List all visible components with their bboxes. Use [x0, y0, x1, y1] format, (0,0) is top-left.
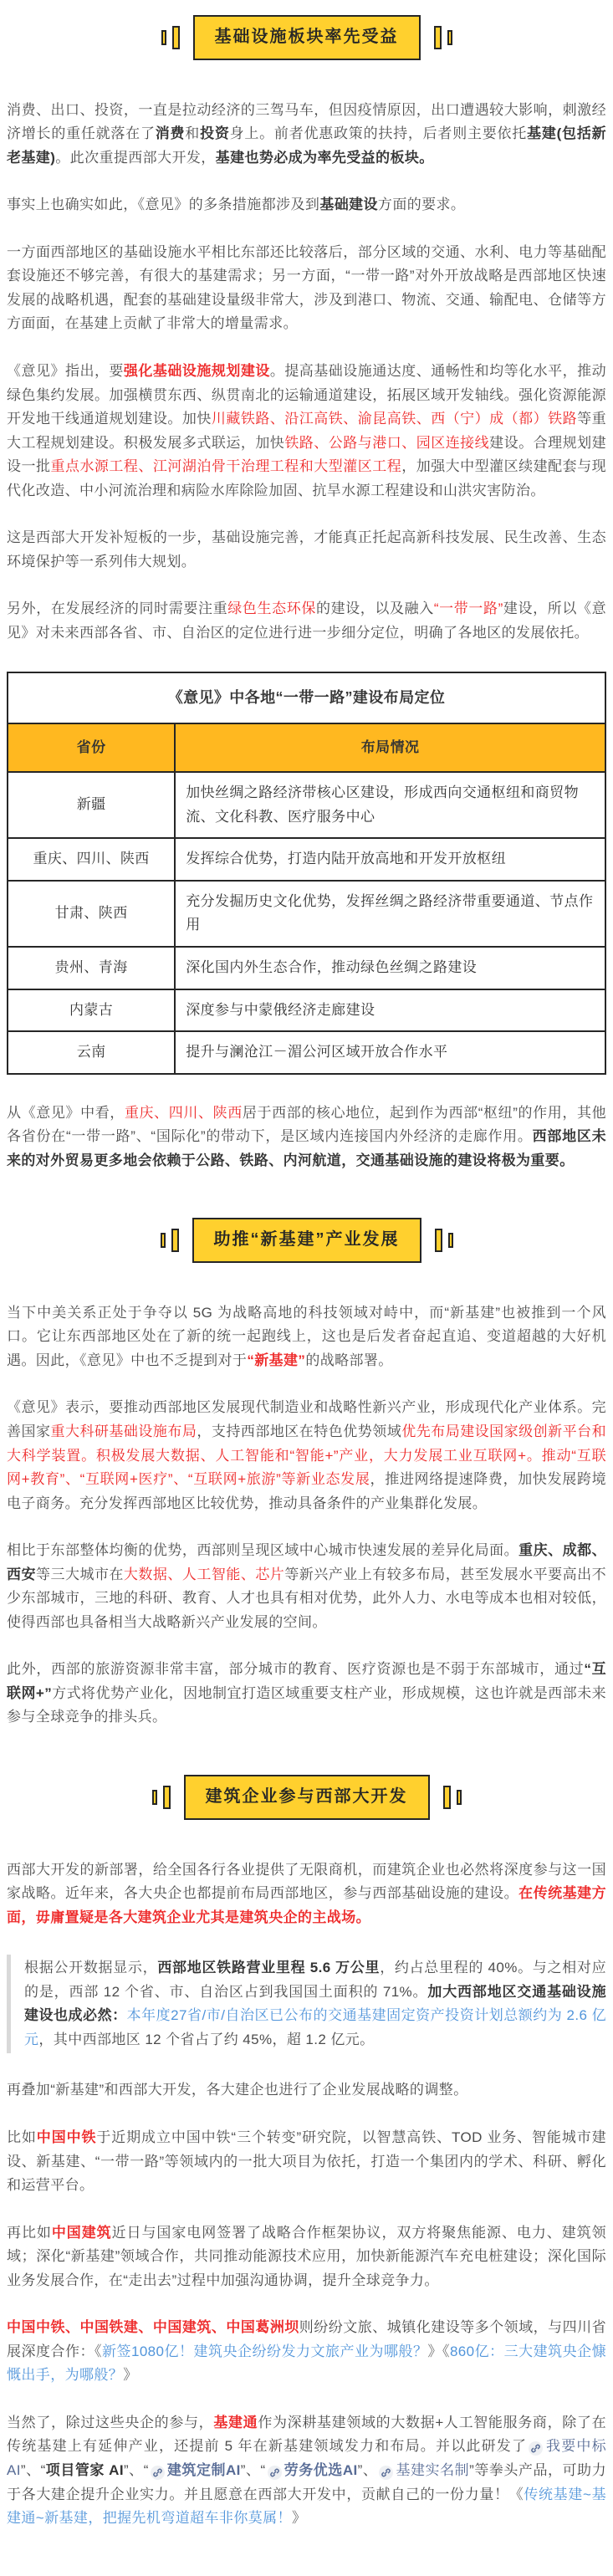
run-text: 》	[291, 2510, 307, 2527]
badge-decoration-bar	[457, 1790, 462, 1805]
run-text: 当下中美关系正处于争夺以 5G 为战略高地的科技领域对峙中，而“新基建”也被推到一个风口。它让东西部地区处在了新的统一起跑线上，这也是后发者奋起直追、变道超越的大好机遇。因此，《意见》中也不乏提到对于	[7, 1304, 606, 1368]
run-text: 此外，西部的旅游资源非常丰富，部分城市的教育、医疗资源也是不弱于东部城市，通过	[7, 1661, 585, 1678]
table-header-cell: 布局情况	[175, 723, 605, 773]
run-text: ”、	[357, 2462, 378, 2479]
text-run	[316, 601, 434, 616]
text-run	[123, 2367, 137, 2383]
run-text: 新签1080亿！建筑央企纷纷发力文旅产业为哪般？	[101, 2343, 428, 2359]
run-text: 基建也势必成为率先受益的板块。	[215, 149, 434, 166]
section-heading-label: 助推“新基建”产业发展	[192, 1218, 421, 1263]
paragraph	[7, 1301, 606, 1373]
paragraph	[7, 1658, 606, 1730]
run-text: 建设。合理规划建设一批	[7, 434, 606, 475]
province-cell: 新疆	[8, 772, 175, 838]
run-text: 方面的要求。	[377, 197, 466, 213]
text-run	[427, 2343, 450, 2359]
run-text: 等三大城市在	[35, 1566, 124, 1582]
run-text: 我要中标AI	[7, 2438, 606, 2479]
red-emphasis	[52, 2225, 112, 2241]
text-run	[7, 529, 606, 570]
article-link[interactable]	[102, 2343, 427, 2359]
run-text: 中国中铁、中国铁建、中国建筑、中国葛洲坝	[7, 2319, 299, 2336]
run-text: 近日与国家电网签署了战略合作框架协议，双方将聚焦能源、电力、建筑领域；深化“新基建”领域合作，共同推动能源技术应用，加快新能源汽车充电桩建设；深化国际业务发展合作，在“走出去”过程中加强沟通协调，提升全球竞争力。	[7, 2224, 607, 2288]
text-run	[378, 197, 465, 212]
run-text: 基础建设	[319, 197, 378, 213]
run-text: 居于西部的核心地位，起到作为西部“枢纽”的作用，其他各省份在“一带一路”、“国际化”的带动下，是区域内连接国内外经济的走廊作用。	[7, 1104, 606, 1145]
layout-cell: 深度参与中蒙俄经济走廊建设	[175, 989, 605, 1032]
text-run	[7, 1105, 125, 1121]
run-text: 重庆、成都、西安	[7, 1542, 607, 1582]
weapp-link[interactable]	[266, 2462, 358, 2478]
run-text: 消费、出口、投资，一直是拉动经济的三驾马车，但因疫情原因，出口遭遇较大影响，刺激经济增长的重任就落在了	[7, 101, 606, 142]
run-text: 再比如	[7, 2224, 52, 2241]
text-run	[7, 1685, 606, 1725]
run-text: ，推进网络提速降费，加快发展跨境电子商务。充分发挥西部地区比较优势，推动具备条件的产业集群化发展。	[7, 1471, 606, 1511]
text-run	[7, 197, 319, 212]
red-emphasis	[37, 2129, 97, 2145]
table-row	[8, 947, 605, 989]
run-text: 这是西部大开发补短板的一步，基础设施完善，才能真正托起高新科技发展、民生改善、生态环境保护等一系列伟大规划。	[7, 529, 606, 570]
run-text: ，加强大中型灌区续建配套与现代化改造、中小河流治理和病险水库除险加固、抗旱水源工程建设和山洪灾害防治。	[7, 458, 606, 498]
badge-decoration-bar	[161, 30, 166, 45]
run-text: 于近期成立中国中铁“三个转变”研究院，以智慧高铁、TOD 业务、智能城市建设、新基建、“一带一路”等领域内的一批大项目为依托，打造一个集团内的学术、科研、孵化和运营平台。	[7, 2129, 607, 2194]
badge-decoration-bar	[435, 1229, 442, 1252]
run-text: 再叠加“新基建”和西部大开发，各大建企也进行了企业发展战略的调整。	[7, 2082, 468, 2098]
run-text: 比如	[7, 2129, 37, 2145]
run-text: 大数据、人工智能、芯片	[123, 1566, 285, 1582]
paragraph	[7, 1101, 606, 1173]
red-emphasis	[434, 601, 503, 616]
table-title: 《意见》中各地“一带一路”建设布局定位	[8, 672, 605, 723]
badge-decoration-bar	[443, 1786, 451, 1809]
table-header-row	[8, 723, 605, 773]
run-text: 项目管家 AI	[45, 2462, 124, 2479]
run-text: 西部地区铁路营业里程 5.6 万公里	[157, 1960, 381, 1976]
bold-text	[216, 150, 434, 166]
table-row	[8, 989, 605, 1032]
run-text: ”、“	[123, 2462, 149, 2479]
text-run	[24, 1960, 157, 1975]
layout-cell: 充分发掘历史文化优势，发挥丝绸之路经济带重要通道、节点作用	[175, 881, 605, 947]
run-text: 劳务优选AI	[284, 2462, 358, 2479]
table-row	[8, 881, 605, 947]
province-cell: 贵州、青海	[8, 947, 175, 989]
badge-decoration-bar	[152, 1790, 157, 1805]
bold-text	[200, 125, 230, 141]
text-run	[292, 2510, 306, 2526]
layout-cell: 提升与澜沧江－湄公河区域开放合作水平	[175, 1031, 605, 1074]
text-run	[305, 1352, 392, 1368]
link-icon	[151, 2466, 165, 2480]
run-text: 。提高基础设施通达度、通畅性和均等化水平，推动绿色集约发展。加强横贯东西、纵贯南北的运输通道建设，拓展区域开发轴线。强化资源能源开发地干线通道规划建设。加快	[7, 362, 607, 427]
run-text: 等重大工程规划建设。积极发展多式联运，加快	[7, 411, 606, 451]
run-text: ，其中西部地区 12 个省占了约 45%，超 1.2 亿元。	[38, 2031, 375, 2047]
run-text: ”、“	[240, 2462, 266, 2479]
run-text: 重大科研基础设施布局	[50, 1423, 197, 1440]
text-run	[7, 2129, 606, 2193]
badge-decoration-bar	[171, 1229, 179, 1252]
run-text: ”等拳头产品，可助力于各大建企提升企业实力。并且愿意在西部大开发中，贡献自己的一份力量！《	[7, 2462, 606, 2502]
text-run	[124, 2462, 149, 2478]
run-text: ，支持西部地区在特色优势领域	[197, 1423, 402, 1440]
text-run	[36, 1567, 124, 1582]
run-text: 另外，在发展经济的同时需要注重	[7, 601, 228, 617]
text-run	[7, 244, 606, 332]
run-text: 则纷纷文旅、城镇化建设等多个领域，与四川省展深度合作：《	[7, 2319, 606, 2359]
bold-text	[46, 2462, 124, 2478]
text-run	[7, 363, 124, 379]
badge-decoration-bar	[434, 26, 442, 49]
section-heading-label: 基础设施板块率先受益	[193, 15, 421, 60]
run-text: 加大西部地区交通基础设施建设也成必然：	[24, 1983, 606, 2024]
layout-cell: 深化国内外生态合作，推动绿色丝绸之路建设	[175, 947, 605, 989]
text-run	[21, 2462, 46, 2478]
text-run	[7, 2225, 52, 2241]
red-emphasis	[7, 2319, 299, 2335]
layout-cell: 加快丝绸之路经济带核心区建设，形成西向交通枢纽和商贸物流、文化科教、医疗服务中心	[175, 772, 605, 838]
run-text: 消费	[155, 125, 186, 142]
run-text: 中国建筑	[51, 2224, 112, 2241]
run-text: 基建通	[213, 2414, 258, 2430]
table-title-row	[8, 672, 605, 723]
red-emphasis	[124, 1567, 284, 1582]
run-text: 在传统基建方面，毋庸置疑是各大建筑企业尤其是建筑央企的主战场。	[7, 1885, 607, 1925]
run-text: 等新兴产业上有较多布局，甚至发展水平要高出不少东部城市，三地的科研、教育、人才也具有相对优势，此外人力、水电等成本也相对较低，使得西部也具备相当大战略新兴产业发展的空间。	[7, 1566, 606, 1630]
text-run	[7, 2415, 213, 2430]
run-text: 西部地区未来的对外贸易更多地会依赖于公路、铁路、内河航道，交通基础设施的建设将极为重要。	[7, 1128, 607, 1168]
paragraph	[7, 1539, 606, 1634]
province-cell: 甘肃、陕西	[8, 881, 175, 947]
section-heading	[7, 1775, 606, 1820]
run-text: 投资	[200, 125, 230, 142]
run-text: ，约占总里程的 40%。与之相对应的是，西部 12 个省、市、自治区占到我国国土面积的 71%。	[24, 1960, 606, 2000]
text-run	[7, 601, 227, 616]
province-cell: 重庆、四川、陕西	[8, 838, 175, 881]
text-run	[7, 2082, 468, 2098]
paragraph	[7, 241, 606, 336]
run-text: 。此次重提西部大开发，	[55, 149, 216, 166]
run-text: “互联网+”	[7, 1661, 606, 1701]
run-text: 传统基建~基建通~新基建，把握先机弯道超车非你莫属！	[7, 2486, 607, 2527]
run-text: 事实上也确实如此，《意见》的多条措施都涉及到	[7, 197, 320, 213]
table-header-cell: 省份	[8, 723, 175, 773]
bold-text	[319, 197, 378, 212]
paragraph	[7, 1858, 606, 1930]
run-text: 《意见》表示，要推动西部地区发展现代制造业和战略性新兴产业，形成现代化产业体系。完善国家	[7, 1399, 606, 1440]
layout-table	[7, 672, 606, 1074]
run-text: 一方面西部地区的基础设施水平相比东部还比较落后，部分区域的交通、水利、电力等基础配套设施还不够完善，有很大的基建需求；另一方面，“一带一路”对外开放战略是西部地区快速发展的战略机遇，配套的基础建设量级非常大，涉及到港口、物流、交通、输配电、仓储等方方面面，在基建上贡献了非常大的增量需求。	[7, 243, 606, 332]
text-run	[241, 2462, 266, 2478]
run-text: 》	[123, 2367, 138, 2384]
run-text: 川藏铁路、沿江高铁、渝昆高铁、西（宁）成（都）铁路	[211, 411, 578, 427]
province-cell: 内蒙古	[8, 989, 175, 1032]
section-heading-label: 建筑企业参与西部大开发	[184, 1775, 430, 1820]
red-emphasis	[125, 1105, 243, 1121]
badge-decoration-bar	[163, 1786, 171, 1809]
run-text: 作为深耕基建领域的大数据+人工智能服务商，除了在传统基建上有延伸产业，还提前 5 年在新基建领域发力和布局。并以此研发了	[7, 2414, 606, 2455]
text-run	[185, 125, 200, 141]
red-emphasis	[227, 601, 316, 616]
run-text: 基建实名制	[396, 2462, 470, 2479]
red-emphasis	[213, 2415, 258, 2430]
run-text: 强化基础设施规划建设	[123, 362, 270, 379]
province-cell: 云南	[8, 1031, 175, 1074]
run-text: 绿色生态环保	[227, 601, 316, 617]
section-heading	[7, 15, 606, 60]
run-text: “新基建”	[247, 1352, 306, 1368]
quote-block	[7, 1955, 606, 2053]
run-text: 重庆、四川、陕西	[124, 1104, 243, 1121]
red-emphasis	[284, 435, 489, 451]
run-text: ”、“	[20, 2462, 46, 2479]
text-run	[7, 2129, 37, 2145]
paragraph	[7, 1396, 606, 1515]
run-text: 的建设，以及融入	[315, 601, 434, 617]
table-row	[8, 772, 605, 838]
table-row	[8, 1031, 605, 1074]
badge-decoration-bar	[448, 1233, 453, 1248]
paragraph	[7, 2126, 606, 2198]
run-text: 相比于东部整体均衡的优势，西部则呈现区域中心城市快速发展的差异化局面。	[7, 1542, 519, 1559]
run-text: 中国中铁	[36, 2129, 97, 2145]
run-text: 860亿：三大建筑央企慷慨出手，为哪般？	[7, 2343, 606, 2384]
red-emphasis	[247, 1352, 305, 1368]
badge-decoration-bar	[172, 26, 180, 49]
layout-cell: 发挥综合优势，打造内陆开放高地和开发开放枢纽	[175, 838, 605, 881]
paragraph	[7, 2411, 606, 2531]
link-icon	[379, 2466, 393, 2480]
run-text: 的战略部署。	[305, 1352, 393, 1368]
run-text: 铁路、公路与港口、园区连接线	[284, 434, 490, 451]
text-run	[7, 1661, 584, 1677]
paragraph	[7, 193, 606, 217]
run-text: 建筑定制AI	[166, 2462, 241, 2479]
text-run	[7, 1862, 606, 1902]
paragraph	[7, 2221, 606, 2293]
red-emphasis	[124, 363, 270, 379]
run-text: 西部大开发的新部署，给全国各行各业提供了无限商机，而建筑企业也必然将深度参与这一国家战略。近年来，各大央企也都提前布局西部地区，参与西部基础设施的建设。	[7, 1861, 606, 1902]
paragraph	[7, 360, 606, 503]
text-run	[55, 150, 215, 166]
bold-text	[157, 1960, 380, 1975]
run-text: 本年度27省/市/自治区已公布的交通基建固定资产投资计划总额约为 2.6 亿元	[24, 2007, 606, 2047]
run-text: 身上。前者优惠政策的扶持，后者则主要依托	[229, 125, 528, 142]
text-run	[197, 1423, 401, 1439]
badge-decoration-bar	[161, 1233, 166, 1248]
bold-text	[156, 125, 186, 141]
run-text: 方式将优势产业化，因地制宜打造区域重要支柱产业，形成规模，这也许就是西部未来参与全球竞争的排头兵。	[7, 1684, 607, 1725]
run-text: 重点水源工程、江河湖泊骨干治理工程和大型灌区工程	[50, 458, 402, 475]
run-text: 基建(包括新老基建)	[7, 125, 606, 166]
text-run	[38, 2032, 374, 2047]
paragraph	[7, 2078, 606, 2103]
run-text: 建设，所以《意见》对未来西部各省、市、自治区的定位进行进一步细分定位，明确了各地区的发展依托。	[7, 601, 607, 641]
red-emphasis	[212, 411, 577, 427]
run-text: 当然了，除过这些央企的参与，	[7, 2414, 214, 2430]
run-text: “一带一路”	[433, 601, 503, 617]
paragraph	[7, 99, 606, 171]
weapp-link[interactable]	[377, 2462, 469, 2478]
paragraph	[7, 526, 606, 574]
weapp-link[interactable]	[149, 2462, 241, 2478]
link-icon	[529, 2441, 543, 2456]
red-emphasis	[50, 1423, 197, 1439]
run-text: 《意见》指出，要	[7, 362, 124, 379]
table-row	[8, 838, 605, 881]
text-run	[358, 2462, 378, 2478]
section-heading	[7, 1218, 606, 1263]
run-text: 和	[185, 125, 201, 142]
run-text: 从《意见》中看，	[7, 1104, 125, 1121]
run-text: 优先布局建设国家级创新平台和大科学装置。积极发展大数据、人工智能和“智能+”产业，大力发展工业互联网+。推动“互联网+教育”、“互联网+医疗”、“互联网+旅游”等新业态发展	[7, 1423, 606, 1488]
text-run	[7, 1542, 518, 1558]
red-emphasis	[50, 458, 401, 474]
text-run	[230, 125, 527, 141]
paragraph	[7, 2316, 606, 2388]
run-text: 》《	[427, 2343, 450, 2359]
paragraph	[7, 597, 606, 645]
badge-decoration-bar	[447, 30, 452, 45]
run-text: 根据公开数据显示，	[24, 1960, 158, 1976]
link-icon	[268, 2466, 282, 2480]
